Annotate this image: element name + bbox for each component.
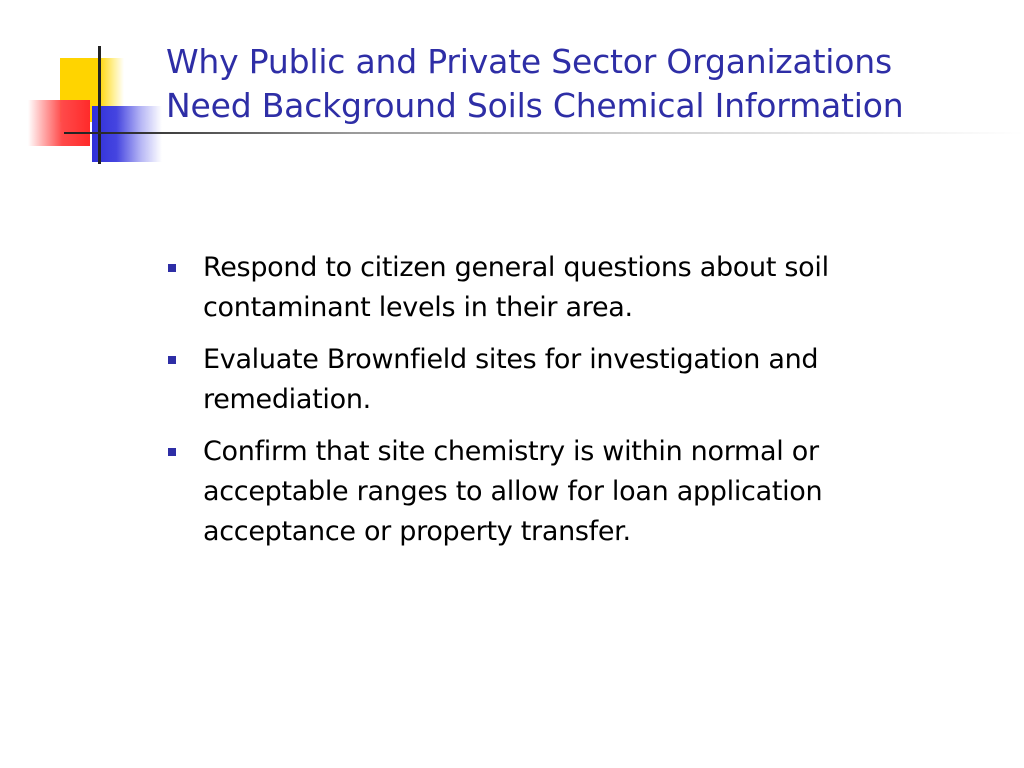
- bullet-text: Confirm that site chemistry is within normal or acceptable ranges to allow for loan application acceptance or property transfer.: [203, 436, 823, 547]
- slide-title-line-2: Need Background Soils Chemical Information: [166, 86, 904, 125]
- bullet-text: Evaluate Brownfield sites for investigation and remediation.: [203, 344, 819, 415]
- logo-vertical-line: [98, 46, 101, 164]
- slide-title: [166, 40, 1006, 128]
- title-underline: [64, 132, 1024, 134]
- slide-title-line-1: Why Public and Private Sector Organizations: [166, 42, 892, 81]
- bullet-item: [166, 248, 876, 328]
- bullet-item: [166, 432, 876, 552]
- square-bullet-icon: [168, 264, 176, 272]
- bullet-list: [166, 248, 876, 564]
- square-bullet-icon: [168, 356, 176, 364]
- corner-squares-logo-icon: [0, 0, 170, 170]
- logo-red-square: [28, 100, 90, 146]
- square-bullet-icon: [168, 448, 176, 456]
- logo-blue-square: [92, 106, 162, 162]
- bullet-item: [166, 340, 876, 420]
- bullet-text: Respond to citizen general questions about soil contaminant levels in their area.: [203, 252, 829, 323]
